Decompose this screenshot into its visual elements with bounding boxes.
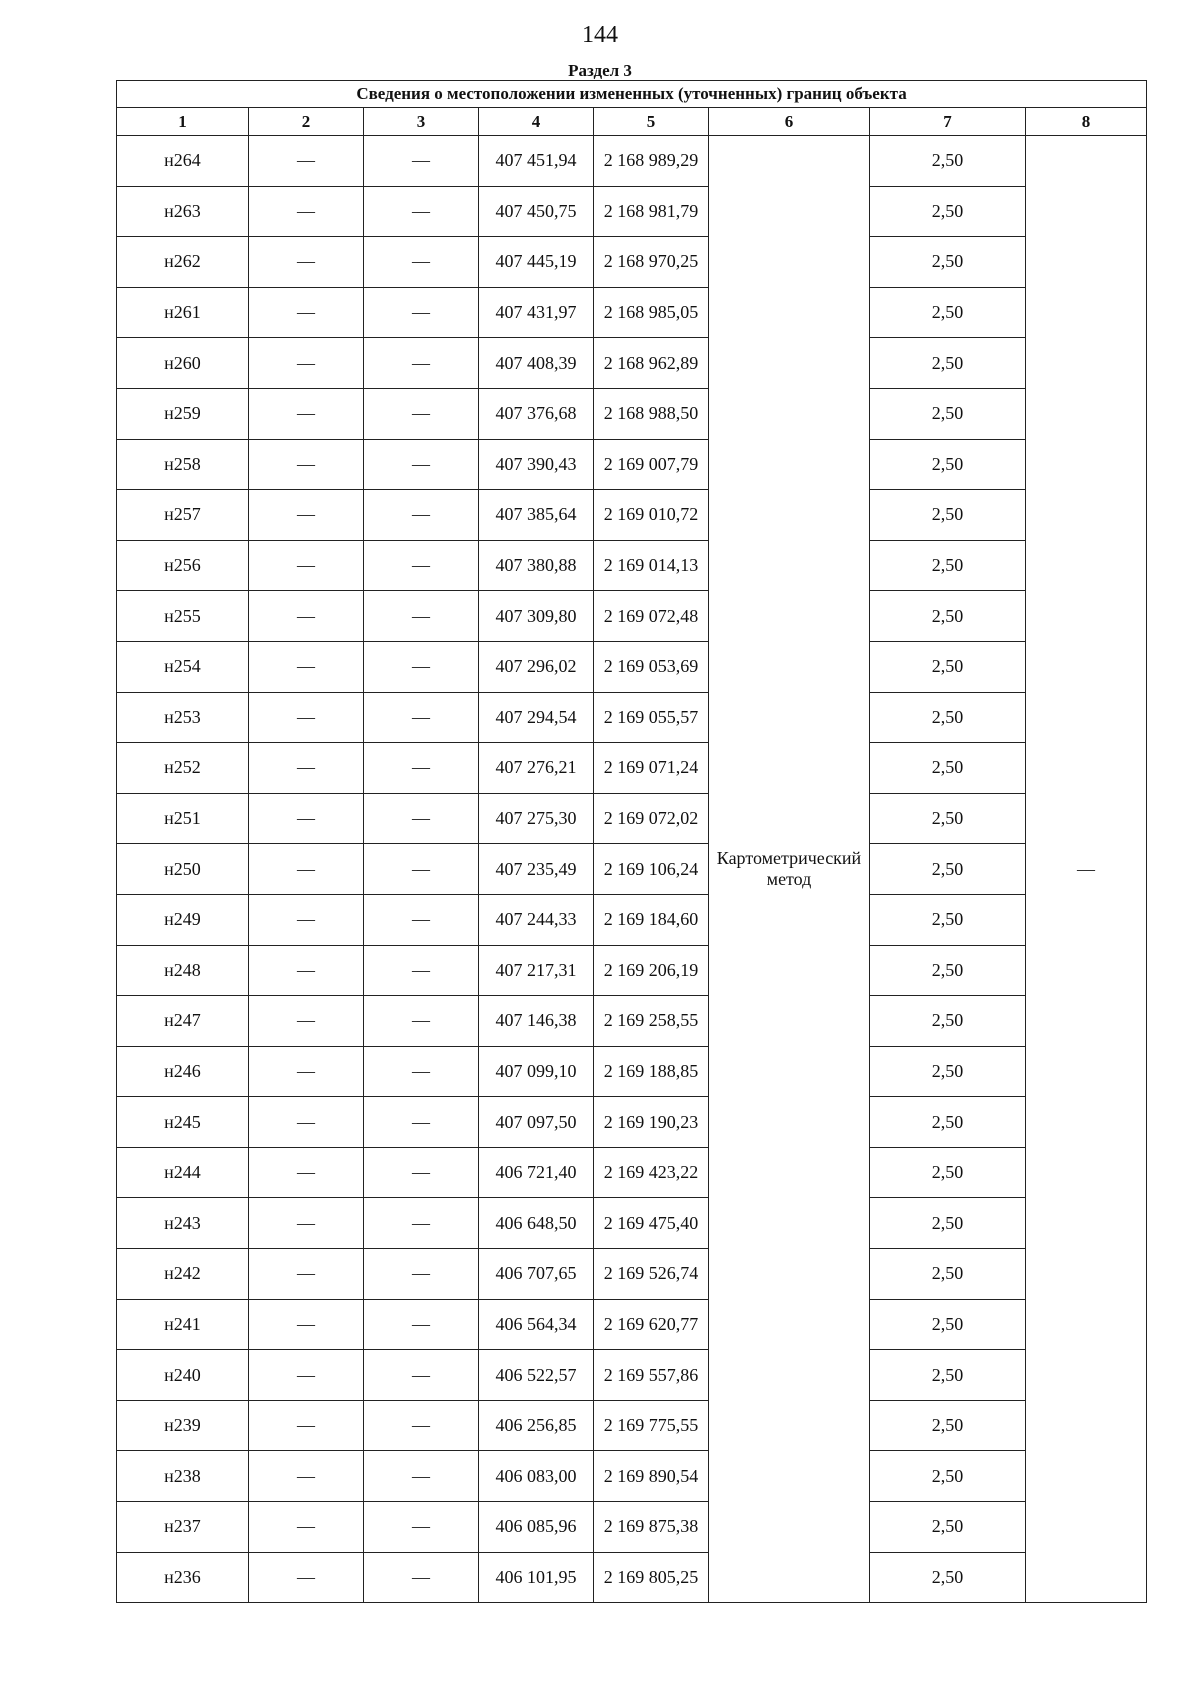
x-coordinate-cell: 407 244,33 xyxy=(479,894,594,945)
y-coordinate-cell: 2 168 985,05 xyxy=(594,287,709,338)
col3-cell: — xyxy=(364,743,479,794)
precision-cell: 2,50 xyxy=(870,894,1026,945)
table-row xyxy=(117,641,1147,692)
y-coordinate-cell: 2 169 258,55 xyxy=(594,996,709,1047)
point-name-cell: н241 xyxy=(117,1299,249,1350)
col2-cell: — xyxy=(249,1451,364,1502)
table-row xyxy=(117,1046,1147,1097)
col2-cell: — xyxy=(249,237,364,288)
precision-cell: 2,50 xyxy=(870,1046,1026,1097)
x-coordinate-cell: 407 450,75 xyxy=(479,186,594,237)
precision-cell: 2,50 xyxy=(870,439,1026,490)
y-coordinate-cell: 2 168 970,25 xyxy=(594,237,709,288)
table-row xyxy=(117,338,1147,389)
table-row xyxy=(117,136,1147,187)
x-coordinate-cell: 406 101,95 xyxy=(479,1552,594,1603)
col3-cell: — xyxy=(364,1198,479,1249)
y-coordinate-cell: 2 169 805,25 xyxy=(594,1552,709,1603)
y-coordinate-cell: 2 169 423,22 xyxy=(594,1147,709,1198)
col3-cell: — xyxy=(364,1147,479,1198)
x-coordinate-cell: 407 390,43 xyxy=(479,439,594,490)
col3-cell: — xyxy=(364,1097,479,1148)
point-name-cell: н252 xyxy=(117,743,249,794)
col2-cell: — xyxy=(249,1249,364,1300)
x-coordinate-cell: 406 648,50 xyxy=(479,1198,594,1249)
y-coordinate-cell: 2 169 190,23 xyxy=(594,1097,709,1148)
col2-cell: — xyxy=(249,388,364,439)
table-row xyxy=(117,1249,1147,1300)
col2-cell: — xyxy=(249,641,364,692)
table-row xyxy=(117,540,1147,591)
point-name-cell: н263 xyxy=(117,186,249,237)
column-number-row xyxy=(117,108,1147,136)
point-name-cell: н249 xyxy=(117,894,249,945)
y-coordinate-cell: 2 169 775,55 xyxy=(594,1400,709,1451)
y-coordinate-cell: 2 169 557,86 xyxy=(594,1350,709,1401)
col2-cell: — xyxy=(249,1502,364,1553)
table-row xyxy=(117,439,1147,490)
col3-cell: — xyxy=(364,1502,479,1553)
x-coordinate-cell: 407 451,94 xyxy=(479,136,594,187)
x-coordinate-cell: 407 276,21 xyxy=(479,743,594,794)
table-row xyxy=(117,1552,1147,1603)
table-row xyxy=(117,1198,1147,1249)
precision-cell: 2,50 xyxy=(870,237,1026,288)
y-coordinate-cell: 2 169 055,57 xyxy=(594,692,709,743)
coordinates-table xyxy=(116,80,1147,1603)
col2-cell: — xyxy=(249,1097,364,1148)
col2-cell: — xyxy=(249,1299,364,1350)
precision-cell: 2,50 xyxy=(870,844,1026,895)
point-name-cell: н259 xyxy=(117,388,249,439)
col3-cell: — xyxy=(364,237,479,288)
page-number: 144 xyxy=(582,22,618,48)
point-name-cell: н250 xyxy=(117,844,249,895)
x-coordinate-cell: 407 217,31 xyxy=(479,945,594,996)
table-row xyxy=(117,1299,1147,1350)
col2-cell: — xyxy=(249,186,364,237)
col2-cell: — xyxy=(249,540,364,591)
point-name-cell: н248 xyxy=(117,945,249,996)
y-coordinate-cell: 2 169 206,19 xyxy=(594,945,709,996)
x-coordinate-cell: 406 564,34 xyxy=(479,1299,594,1350)
point-name-cell: н243 xyxy=(117,1198,249,1249)
col3-cell: — xyxy=(364,692,479,743)
col2-cell: — xyxy=(249,793,364,844)
point-name-cell: н260 xyxy=(117,338,249,389)
table-row xyxy=(117,490,1147,541)
precision-cell: 2,50 xyxy=(870,1502,1026,1553)
x-coordinate-cell: 406 522,57 xyxy=(479,1350,594,1401)
table-row xyxy=(117,388,1147,439)
col2-cell: — xyxy=(249,1198,364,1249)
col2-cell: — xyxy=(249,1350,364,1401)
x-coordinate-cell: 407 099,10 xyxy=(479,1046,594,1097)
y-coordinate-cell: 2 169 875,38 xyxy=(594,1502,709,1553)
x-coordinate-cell: 407 376,68 xyxy=(479,388,594,439)
point-name-cell: н262 xyxy=(117,237,249,288)
table-row xyxy=(117,793,1147,844)
table-row xyxy=(117,844,1147,895)
x-coordinate-cell: 407 309,80 xyxy=(479,591,594,642)
point-name-cell: н240 xyxy=(117,1350,249,1401)
table-row xyxy=(117,743,1147,794)
table-row xyxy=(117,692,1147,743)
column-number-1: 1 xyxy=(117,108,249,136)
y-coordinate-cell: 2 169 526,74 xyxy=(594,1249,709,1300)
y-coordinate-cell: 2 169 475,40 xyxy=(594,1198,709,1249)
col2-cell: — xyxy=(249,591,364,642)
precision-cell: 2,50 xyxy=(870,692,1026,743)
x-coordinate-cell: 407 275,30 xyxy=(479,793,594,844)
y-coordinate-cell: 2 169 010,72 xyxy=(594,490,709,541)
y-coordinate-cell: 2 169 014,13 xyxy=(594,540,709,591)
precision-cell: 2,50 xyxy=(870,1097,1026,1148)
point-name-cell: н253 xyxy=(117,692,249,743)
x-coordinate-cell: 407 431,97 xyxy=(479,287,594,338)
col3-cell: — xyxy=(364,388,479,439)
precision-cell: 2,50 xyxy=(870,490,1026,541)
table-row xyxy=(117,1451,1147,1502)
precision-cell: 2,50 xyxy=(870,1350,1026,1401)
column-number-5: 5 xyxy=(594,108,709,136)
point-name-cell: н244 xyxy=(117,1147,249,1198)
precision-cell: 2,50 xyxy=(870,1552,1026,1603)
precision-cell: 2,50 xyxy=(870,540,1026,591)
y-coordinate-cell: 2 168 988,50 xyxy=(594,388,709,439)
col2-cell: — xyxy=(249,996,364,1047)
col3-cell: — xyxy=(364,1350,479,1401)
x-coordinate-cell: 407 385,64 xyxy=(479,490,594,541)
col3-cell: — xyxy=(364,186,479,237)
point-name-cell: н257 xyxy=(117,490,249,541)
precision-cell: 2,50 xyxy=(870,1249,1026,1300)
y-coordinate-cell: 2 169 053,69 xyxy=(594,641,709,692)
point-name-cell: н239 xyxy=(117,1400,249,1451)
y-coordinate-cell: 2 169 184,60 xyxy=(594,894,709,945)
col2-cell: — xyxy=(249,692,364,743)
point-name-cell: н254 xyxy=(117,641,249,692)
col3-cell: — xyxy=(364,945,479,996)
x-coordinate-cell: 407 294,54 xyxy=(479,692,594,743)
precision-cell: 2,50 xyxy=(870,641,1026,692)
table-row xyxy=(117,996,1147,1047)
col3-cell: — xyxy=(364,894,479,945)
x-coordinate-cell: 406 256,85 xyxy=(479,1400,594,1451)
col2-cell: — xyxy=(249,1400,364,1451)
col3-cell: — xyxy=(364,591,479,642)
section-title: Раздел 3 xyxy=(568,61,632,80)
col3-cell: — xyxy=(364,540,479,591)
x-coordinate-cell: 406 083,00 xyxy=(479,1451,594,1502)
y-coordinate-cell: 2 169 106,24 xyxy=(594,844,709,895)
col2-cell: — xyxy=(249,439,364,490)
col2-cell: — xyxy=(249,490,364,541)
column-number-8: 8 xyxy=(1026,108,1147,136)
point-name-cell: н242 xyxy=(117,1249,249,1300)
y-coordinate-cell: 2 168 962,89 xyxy=(594,338,709,389)
table-row xyxy=(117,1400,1147,1451)
y-coordinate-cell: 2 169 620,77 xyxy=(594,1299,709,1350)
precision-cell: 2,50 xyxy=(870,136,1026,187)
col3-cell: — xyxy=(364,490,479,541)
precision-cell: 2,50 xyxy=(870,388,1026,439)
point-name-cell: н251 xyxy=(117,793,249,844)
col3-cell: — xyxy=(364,1249,479,1300)
col3-cell: — xyxy=(364,338,479,389)
precision-cell: 2,50 xyxy=(870,591,1026,642)
col2-cell: — xyxy=(249,1552,364,1603)
col3-cell: — xyxy=(364,641,479,692)
table-row xyxy=(117,945,1147,996)
table-row xyxy=(117,1350,1147,1401)
col2-cell: — xyxy=(249,1046,364,1097)
y-coordinate-cell: 2 169 188,85 xyxy=(594,1046,709,1097)
y-coordinate-cell: 2 169 071,24 xyxy=(594,743,709,794)
precision-cell: 2,50 xyxy=(870,743,1026,794)
y-coordinate-cell: 2 168 989,29 xyxy=(594,136,709,187)
point-name-cell: н237 xyxy=(117,1502,249,1553)
x-coordinate-cell: 407 408,39 xyxy=(479,338,594,389)
point-name-cell: н247 xyxy=(117,996,249,1047)
table-row xyxy=(117,1097,1147,1148)
column-number-4: 4 xyxy=(479,108,594,136)
col3-cell: — xyxy=(364,439,479,490)
x-coordinate-cell: 407 445,19 xyxy=(479,237,594,288)
point-name-cell: н246 xyxy=(117,1046,249,1097)
precision-cell: 2,50 xyxy=(870,945,1026,996)
point-name-cell: н258 xyxy=(117,439,249,490)
col2-cell: — xyxy=(249,945,364,996)
table-caption: Сведения о местоположении измененных (уточненных) границ объекта xyxy=(117,81,1147,108)
precision-cell: 2,50 xyxy=(870,1299,1026,1350)
point-name-cell: н238 xyxy=(117,1451,249,1502)
col3-cell: — xyxy=(364,1451,479,1502)
precision-cell: 2,50 xyxy=(870,287,1026,338)
y-coordinate-cell: 2 169 072,48 xyxy=(594,591,709,642)
col2-cell: — xyxy=(249,894,364,945)
point-name-cell: н261 xyxy=(117,287,249,338)
col2-cell: — xyxy=(249,338,364,389)
y-coordinate-cell: 2 169 890,54 xyxy=(594,1451,709,1502)
table-row xyxy=(117,237,1147,288)
x-coordinate-cell: 407 296,02 xyxy=(479,641,594,692)
column-number-6: 6 xyxy=(709,108,870,136)
x-coordinate-cell: 406 085,96 xyxy=(479,1502,594,1553)
table-row xyxy=(117,1147,1147,1198)
col3-cell: — xyxy=(364,996,479,1047)
precision-cell: 2,50 xyxy=(870,1451,1026,1502)
col3-cell: — xyxy=(364,287,479,338)
col2-cell: — xyxy=(249,1147,364,1198)
col2-cell: — xyxy=(249,844,364,895)
col8-cell: — xyxy=(1026,136,1147,1603)
table-row xyxy=(117,186,1147,237)
table-row xyxy=(117,1502,1147,1553)
col3-cell: — xyxy=(364,1400,479,1451)
y-coordinate-cell: 2 169 072,02 xyxy=(594,793,709,844)
x-coordinate-cell: 407 235,49 xyxy=(479,844,594,895)
col3-cell: — xyxy=(364,844,479,895)
table-row xyxy=(117,591,1147,642)
precision-cell: 2,50 xyxy=(870,793,1026,844)
x-coordinate-cell: 406 707,65 xyxy=(479,1249,594,1300)
col2-cell: — xyxy=(249,136,364,187)
point-name-cell: н236 xyxy=(117,1552,249,1603)
column-number-2: 2 xyxy=(249,108,364,136)
precision-cell: 2,50 xyxy=(870,1147,1026,1198)
method-cell: Картометрический метод xyxy=(709,136,870,1603)
precision-cell: 2,50 xyxy=(870,996,1026,1047)
precision-cell: 2,50 xyxy=(870,186,1026,237)
col3-cell: — xyxy=(364,793,479,844)
point-name-cell: н264 xyxy=(117,136,249,187)
precision-cell: 2,50 xyxy=(870,338,1026,389)
table-body xyxy=(117,136,1147,1603)
y-coordinate-cell: 2 169 007,79 xyxy=(594,439,709,490)
point-name-cell: н256 xyxy=(117,540,249,591)
x-coordinate-cell: 407 146,38 xyxy=(479,996,594,1047)
x-coordinate-cell: 406 721,40 xyxy=(479,1147,594,1198)
col3-cell: — xyxy=(364,1046,479,1097)
column-number-7: 7 xyxy=(870,108,1026,136)
x-coordinate-cell: 407 097,50 xyxy=(479,1097,594,1148)
col3-cell: — xyxy=(364,136,479,187)
column-number-3: 3 xyxy=(364,108,479,136)
y-coordinate-cell: 2 168 981,79 xyxy=(594,186,709,237)
x-coordinate-cell: 407 380,88 xyxy=(479,540,594,591)
col2-cell: — xyxy=(249,287,364,338)
point-name-cell: н255 xyxy=(117,591,249,642)
col3-cell: — xyxy=(364,1552,479,1603)
col2-cell: — xyxy=(249,743,364,794)
table-row xyxy=(117,894,1147,945)
precision-cell: 2,50 xyxy=(870,1198,1026,1249)
table-row xyxy=(117,287,1147,338)
point-name-cell: н245 xyxy=(117,1097,249,1148)
precision-cell: 2,50 xyxy=(870,1400,1026,1451)
col3-cell: — xyxy=(364,1299,479,1350)
